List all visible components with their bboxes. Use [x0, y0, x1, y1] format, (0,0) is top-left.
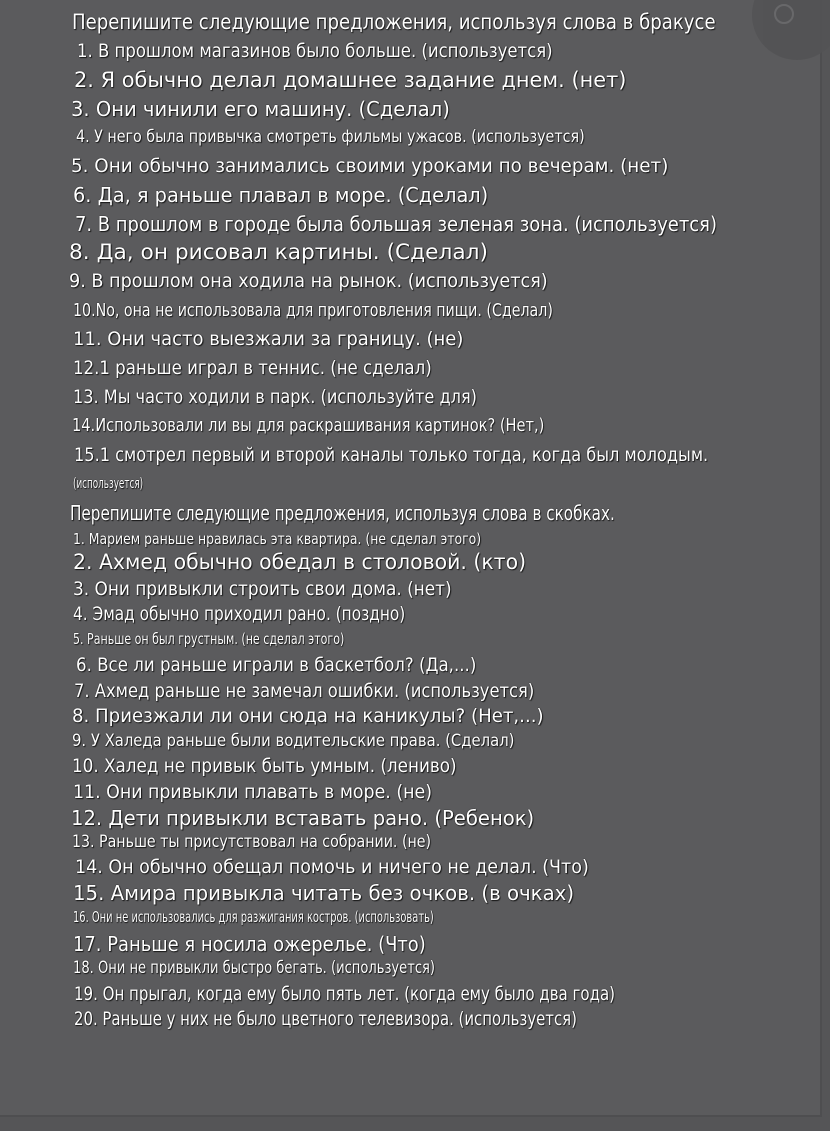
list-item: 11. Они часто выезжали за границу. (не): [73, 328, 464, 350]
list-item: (используется): [73, 476, 144, 492]
list-item: 14. Он обычно обещал помочь и ничего не делал. (Что): [75, 856, 589, 878]
list-item: 8. Да, он рисовал картины. (Сделал): [69, 240, 488, 264]
list-item: 9. У Халеда раньше были водительские права. (Сделал): [72, 731, 515, 751]
list-item: 2. Ахмед обычно обедал в столовой. (кто): [73, 550, 527, 574]
list-item: 12. Дети привыкли вставать рано. (Ребенок): [71, 806, 535, 830]
list-item: 15. Амира привыкла читать без очков. (в очках): [73, 881, 575, 905]
list-item: 14.Использовали ли вы для раскрашивания картинок? (Нет,): [72, 415, 545, 436]
list-item: 17. Раньше я носила ожерелье. (Что): [73, 932, 426, 956]
list-item: 2. Я обычно делал домашнее задание днем. (нет): [74, 68, 627, 92]
list-item: 15.1 смотрел первый и второй каналы только тогда, когда был молодым.: [74, 444, 709, 466]
list-item: 1. Марием раньше нравилась эта квартира. (не сделал этого): [73, 530, 482, 548]
list-item: 1. В прошлом магазинов было больше. (используется): [77, 40, 553, 62]
list-item: 11. Они привыкли плавать в море. (не): [73, 781, 432, 803]
list-item: 13. Раньше ты присутствовал на собрании. (не): [72, 832, 432, 852]
list-item: 9. В прошлом она ходила на рынок. (используется): [69, 270, 548, 292]
list-item: 7. Ахмед раньше не замечал ошибки. (используется): [74, 680, 535, 702]
list-item: 12.1 раньше играл в теннис. (не сделал): [73, 357, 432, 379]
list-item: 19. Он прыгал, когда ему было пять лет. (когда ему было два года): [74, 983, 616, 1005]
list-item: 5. Они обычно занимались своими уроками по вечерам. (нет): [71, 155, 669, 177]
section2-heading: Перепишите следующие предложения, используя слова в скобках.: [70, 501, 615, 525]
list-item: 7. В прошлом в городе была большая зеленая зона. (используется): [75, 212, 717, 236]
list-item: 4. Эмад обычно приходил рано. (поздно): [73, 603, 406, 625]
list-item: 6. Все ли раньше играли в баскетбол? (Да,...): [76, 654, 477, 676]
search-icon: [774, 4, 794, 24]
list-item: 18. Они не привыкли быстро бегать. (используется): [73, 958, 436, 978]
list-item: 10. Халед не привык быть умным. (лениво): [72, 755, 457, 777]
list-item: 13. Мы часто ходили в парк. (используйте для): [73, 386, 477, 408]
list-item: 16. Они не использовались для разжигания костров. (использовать): [73, 908, 434, 926]
corner-overlay-button[interactable]: [752, 0, 830, 60]
list-item: 5. Раньше он был грустным. (не сделал этого): [73, 630, 345, 648]
section1-heading: Перепишите следующие предложения, используя слова в бракусе: [72, 10, 716, 34]
list-item: 4. У него была привычка смотреть фильмы ужасов. (используется): [76, 127, 585, 147]
list-item: 10.No, она не использовала для приготовления пищи. (Сделал): [73, 300, 553, 321]
list-item: 3. Они привыкли строить свои дома. (нет): [73, 578, 452, 600]
list-item: 3. Они чинили его машину. (Сделал): [71, 97, 450, 121]
list-item: 20. Раньше у них не было цветного телевизора. (используется): [74, 1008, 577, 1030]
list-item: 8. Приезжали ли они сюда на каникулы? (Нет,...): [72, 705, 544, 727]
list-item: 6. Да, я раньше плавал в море. (Сделал): [73, 183, 489, 207]
